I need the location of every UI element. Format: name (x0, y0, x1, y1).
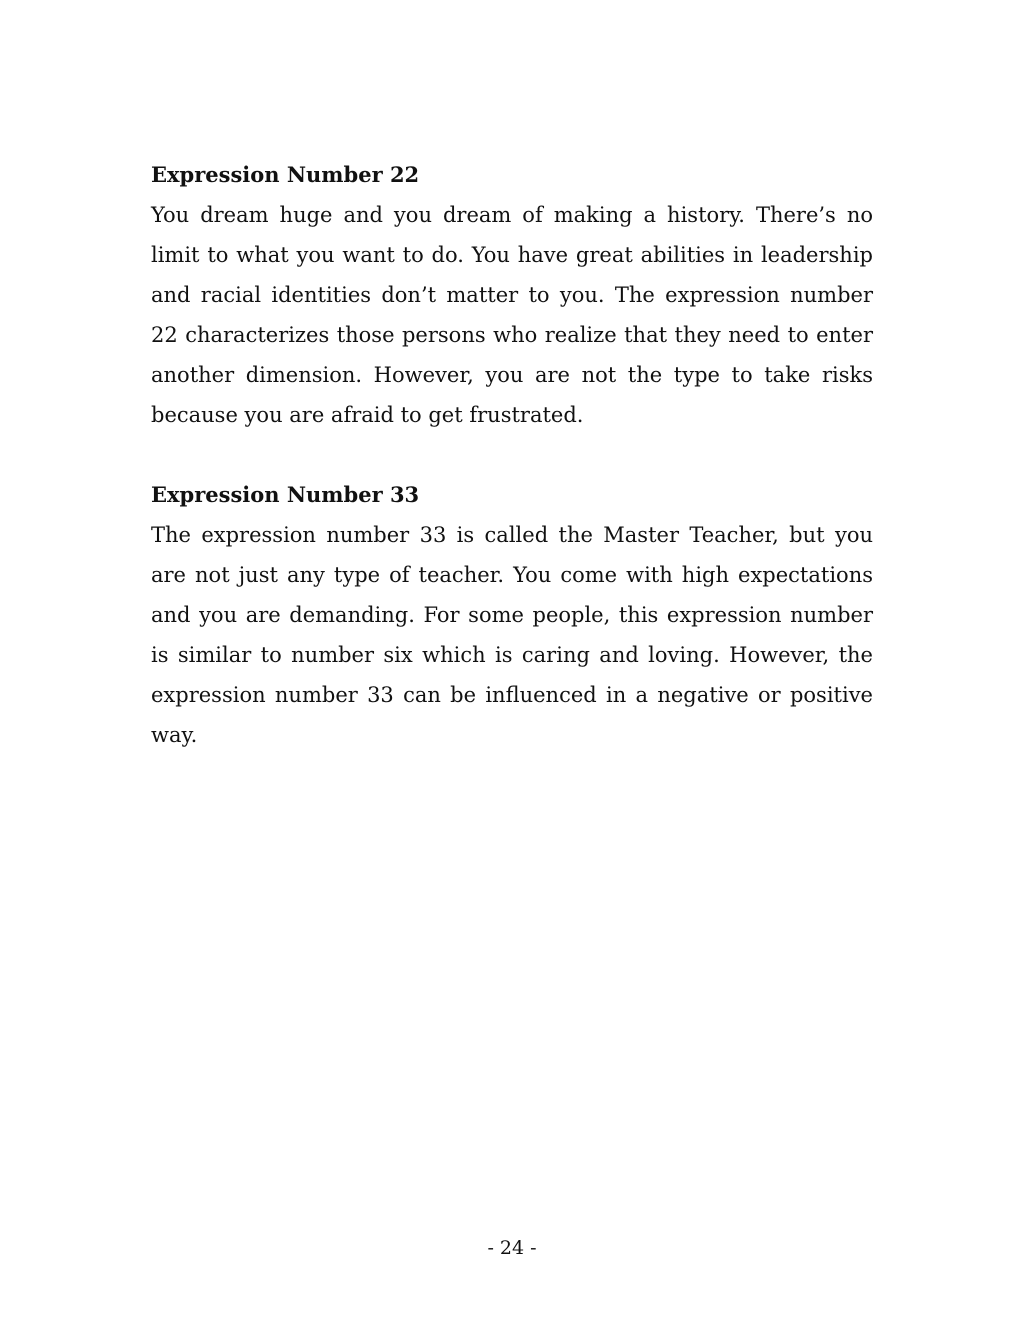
section-paragraph: The expression number 33 is called the Master Teacher, but you are not just any type of teacher. You come with high expectations and you are demanding. For some people, this expression number is similar to number six which is caring and loving. However, the expression number 33 can be influenced in a negative or positive way. (151, 523, 873, 747)
section-heading: Expression Number 22 (151, 162, 420, 187)
section-paragraph: You dream huge and you dream of making a history. There’s no limit to what you want to do. You have great abilities in leadership and racial identities don’t matter to you. The expression number 22 characterizes those persons who realize that they need to enter another dimension. However, you are not the type to take risks because you are afraid to get frustrated. (151, 203, 873, 427)
page-number: - 24 - (487, 1237, 537, 1259)
section-expression-22 (151, 155, 873, 435)
document-body (151, 155, 873, 795)
section-heading: Expression Number 33 (151, 482, 420, 507)
section-expression-33 (151, 475, 873, 755)
